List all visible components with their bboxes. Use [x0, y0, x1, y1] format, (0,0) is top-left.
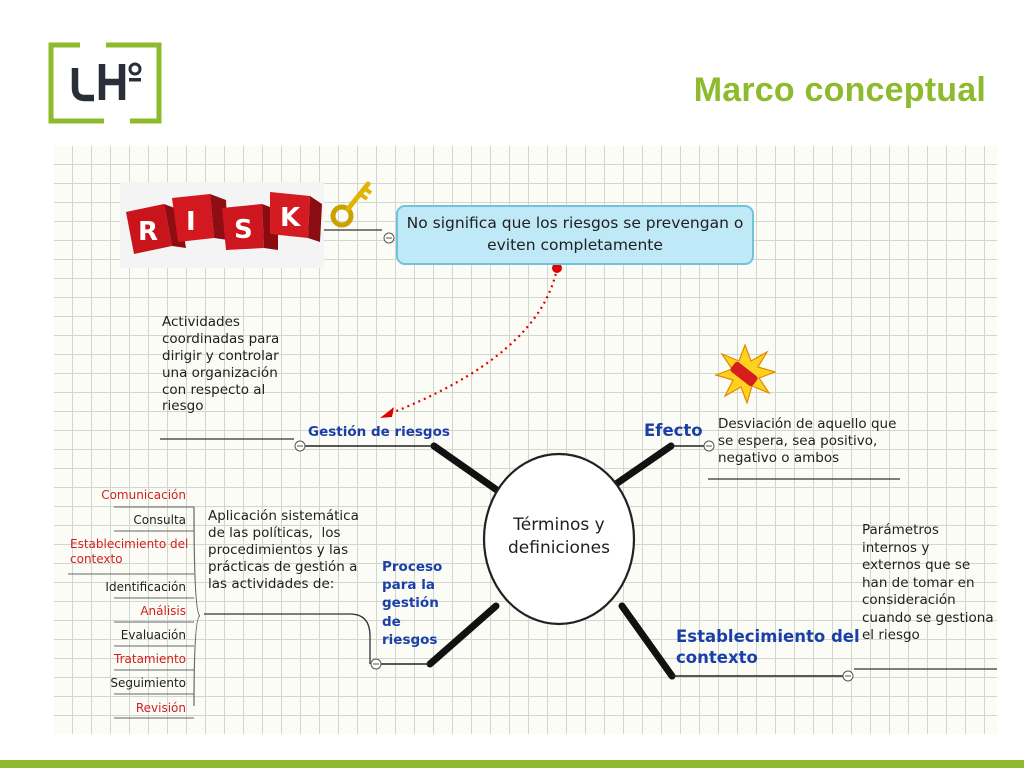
- branch-efecto[interactable]: Efecto: [644, 421, 703, 440]
- risk-letter: K: [280, 203, 301, 233]
- activity-tratamiento: Tratamiento: [114, 652, 186, 666]
- key-note-callout: No significa que los riesgos se prevengan o eviten completamente: [396, 205, 754, 265]
- efecto-definition: Desviación de aquello que se espera, sea positivo, negativo o ambos: [718, 416, 897, 466]
- activity-seguimiento: Seguimiento: [110, 676, 186, 690]
- footer-bar: [0, 760, 1024, 768]
- activity-revision: Revisión: [135, 701, 186, 715]
- branch-gestion-de-riesgos[interactable]: Gestión de riesgos: [308, 424, 450, 440]
- proceso-definition: Aplicación sistemática de las políticas, los procedimientos y las prácticas de gestión a las actividades de:: [208, 508, 359, 592]
- activity-analisis: Análisis: [140, 604, 186, 618]
- branch-establecimiento-contexto[interactable]: Establecimiento del contexto: [676, 627, 860, 668]
- activity-comunicacion: Comunicación: [101, 488, 186, 502]
- branch-proceso-gestion[interactable]: Proceso para la gestión de riesgos: [382, 559, 443, 648]
- mind-map: [54, 146, 997, 734]
- gestion-definition: Actividades coordinadas para dirigir y controlar una organización con respecto al riesgo: [162, 314, 280, 415]
- slide-title: Marco conceptual: [693, 70, 986, 109]
- central-node-label: Términos y definiciones: [507, 515, 611, 558]
- risk-letter: R: [138, 217, 159, 247]
- activity-consulta: Consulta: [133, 513, 186, 527]
- activity-evaluacion: Evaluación: [120, 628, 186, 642]
- activity-establecimiento-contexto: Establecimiento del contexto: [70, 537, 189, 566]
- uh-logo: [48, 42, 162, 124]
- risk-letter: I: [186, 207, 196, 237]
- contexto-definition: Parámetros internos y externos que se han de tomar en consideración cuando se gestiona el riesgo: [862, 522, 994, 644]
- activity-identificacion: Identificación: [105, 580, 186, 594]
- risk-letter: S: [234, 215, 253, 245]
